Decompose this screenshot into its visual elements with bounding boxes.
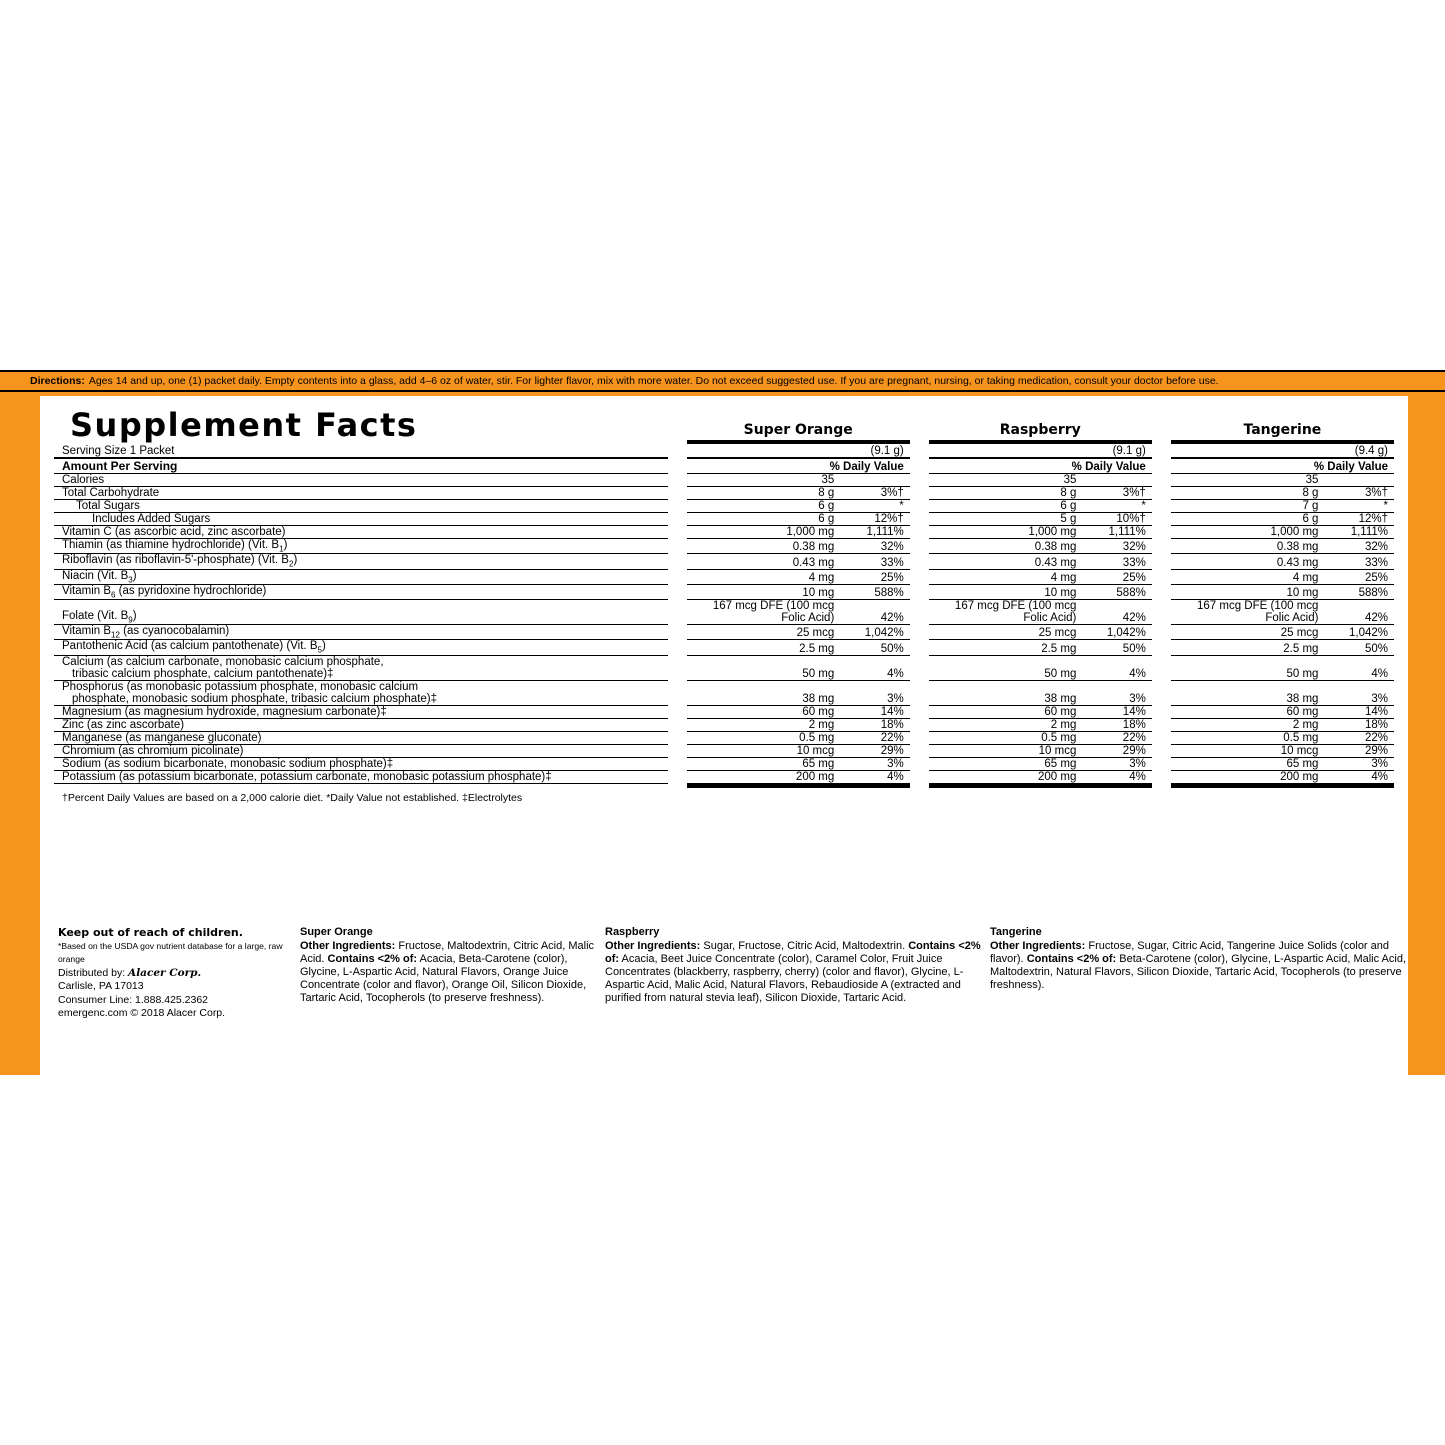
contains-label: Contains <2% of: — [605, 940, 981, 965]
flavor-header-tangerine: Tangerine — [1243, 422, 1322, 438]
nutrient-label: Potassium (as potassium bicarbonate, potassium carbonate, monobasic potassium phosphate)‡ — [54, 770, 668, 783]
nutrient-amount: 4 mg — [687, 569, 841, 584]
serving-weight-raspberry: (9.1 g) — [1112, 445, 1146, 457]
nutrient-amount: 25 mcg — [1171, 625, 1325, 640]
nutrient-daily-value: 10%† — [1082, 513, 1151, 526]
nutrient-daily-value: 4% — [840, 770, 909, 783]
nutrient-amount: 10 mcg — [687, 744, 841, 757]
ingredients-text — [300, 940, 605, 1005]
nutrient-daily-value: 42% — [1082, 600, 1151, 625]
nutrient-amount: 2.5 mg — [1171, 640, 1325, 655]
ingredients-raspberry — [605, 926, 990, 1021]
nutrient-amount: 8 g — [1171, 487, 1325, 500]
nutrient-daily-value: 29% — [840, 744, 909, 757]
ingredients-text — [605, 940, 990, 1005]
header-row-flavors — [54, 406, 1394, 440]
nutrient-daily-value: 42% — [840, 600, 909, 625]
nutrient-daily-value: 50% — [840, 640, 909, 655]
nutrient-daily-value: 3% — [1082, 757, 1151, 770]
nutrient-row — [54, 554, 1394, 569]
nutrient-daily-value: 3% — [1082, 680, 1151, 705]
nutrient-row — [54, 680, 1394, 705]
nutrient-amount: 10 mg — [1171, 584, 1325, 599]
other-ingredients-label: Other Ingredients: — [605, 940, 701, 952]
nutrient-amount: 35 — [929, 474, 1083, 487]
nutrient-daily-value: 3% — [840, 757, 909, 770]
nutrient-amount: 4 mg — [1171, 569, 1325, 584]
other-ingredients-text: Fructose, Maltodextrin, Citric Acid, Malic Acid. — [300, 940, 595, 965]
nutrient-daily-value: 22% — [840, 731, 909, 744]
nutrient-amount: 65 mg — [1171, 757, 1325, 770]
nutrient-daily-value: 1,111% — [1082, 526, 1151, 539]
nutrient-amount: 6 g — [687, 500, 841, 513]
nutrient-amount: 0.38 mg — [687, 539, 841, 554]
nutrient-amount: 0.43 mg — [1171, 554, 1325, 569]
nutrient-amount: 10 mcg — [929, 744, 1083, 757]
nutrient-amount: 2 mg — [929, 718, 1083, 731]
nutrient-label: Pantothenic Acid (as calcium pantothenate) (Vit. $B_5$) — [54, 640, 668, 655]
nutrient-daily-value: 32% — [1324, 539, 1394, 554]
nutrient-daily-value: 4% — [1082, 770, 1151, 783]
nutrient-daily-value: 29% — [1324, 744, 1394, 757]
nutrient-daily-value: 32% — [1082, 539, 1151, 554]
nutrient-label: Magnesium (as magnesium hydroxide, magnesium carbonate)‡ — [54, 705, 668, 718]
ingredients-flavor-title: Super Orange — [300, 926, 373, 938]
nutrient-daily-value: 33% — [1082, 554, 1151, 569]
nutrient-amount: 50 mg — [929, 655, 1083, 680]
nutrient-amount: 7 g — [1171, 500, 1325, 513]
nutrient-amount: 10 mg — [687, 584, 841, 599]
nutrient-daily-value: 3%† — [1324, 487, 1394, 500]
nutrient-label: Phosphorus (as monobasic potassium phosphate, monobasic calcium phosphate, monobasic sodium phosphate, tribasic calcium phosphate)‡ — [54, 680, 668, 705]
nutrient-amount: 167 mcg DFE (100 mcg Folic Acid) — [687, 600, 841, 625]
nutrient-daily-value: 33% — [840, 554, 909, 569]
nutrient-row — [54, 757, 1394, 770]
nutrient-amount: 2 mg — [1171, 718, 1325, 731]
nutrient-amount: 0.5 mg — [687, 731, 841, 744]
nutrient-label: Folate (Vit. $B_9$) — [54, 600, 668, 625]
nutrient-daily-value: 3%† — [840, 487, 909, 500]
orange-panel — [0, 370, 1445, 1075]
other-ingredients-text: Sugar, Fructose, Citric Acid, Maltodextrin. — [700, 940, 909, 952]
nutrient-daily-value: 22% — [1324, 731, 1394, 744]
nutrient-daily-value: 14% — [1324, 705, 1394, 718]
nutrient-daily-value: 18% — [840, 718, 909, 731]
website-copyright: emergenc.com © 2018 Alacer Corp. — [58, 1007, 226, 1019]
nutrient-daily-value: 588% — [840, 584, 909, 599]
nutrient-row — [54, 770, 1394, 783]
dv-header-tangerine: % Daily Value — [1313, 461, 1388, 473]
nutrient-amount: 8 g — [929, 487, 1083, 500]
nutrient-amount: 38 mg — [687, 680, 841, 705]
nutrient-amount: 6 g — [687, 513, 841, 526]
nutrient-label: Chromium (as chromium picolinate) — [54, 744, 668, 757]
nutrient-amount: 6 g — [929, 500, 1083, 513]
nutrient-daily-value: 1,042% — [840, 625, 909, 640]
nutrient-amount: 0.43 mg — [687, 554, 841, 569]
nutrient-daily-value — [1324, 474, 1394, 487]
other-ingredients-label: Other Ingredients: — [990, 940, 1086, 952]
nutrient-label: Niacin (Vit. $B_3$) — [54, 569, 668, 584]
nutrient-row — [54, 474, 1394, 487]
nutrient-daily-value: 22% — [1082, 731, 1151, 744]
nutrient-label: Manganese (as manganese gluconate) — [54, 731, 668, 744]
nutrient-amount: 6 g — [1171, 513, 1325, 526]
serving-size-row — [54, 442, 1394, 457]
nutrient-label: Vitamin $B_{12}$ (as cyanocobalamin) — [54, 625, 668, 640]
nutrient-amount: 200 mg — [1171, 770, 1325, 783]
nutrient-amount: 10 mcg — [1171, 744, 1325, 757]
nutrient-daily-value: 25% — [840, 569, 909, 584]
nutrient-amount: 0.5 mg — [1171, 731, 1325, 744]
nutrient-amount: 1,000 mg — [1171, 526, 1325, 539]
nutrient-daily-value — [840, 474, 909, 487]
nutrient-daily-value: 4% — [1082, 655, 1151, 680]
nutrient-daily-value: * — [1082, 500, 1151, 513]
directions-label: Directions: — [30, 375, 85, 387]
nutrient-amount: 38 mg — [929, 680, 1083, 705]
nutrient-amount: 10 mg — [929, 584, 1083, 599]
contains-text: Acacia, Beet Juice Concentrate (color), Caramel Color, Fruit Juice Concentrates (blackberry, raspberry, cherry) (color and flavor), Glycine, L-Aspartic Acid, Malic Acid, Natural Flavors, Rebaudioside A (extracted and purified from natural stevia leaf), Silicon Dioxide, Tartaric Acid. — [605, 953, 964, 1004]
supplement-facts-card — [40, 396, 1408, 1286]
facts-rows — [54, 474, 1394, 786]
nutrient-amount: 8 g — [687, 487, 841, 500]
nutrient-row — [54, 600, 1394, 625]
nutrient-row — [54, 655, 1394, 680]
nutrient-amount: 1,000 mg — [687, 526, 841, 539]
contains-text: Beta-Carotene (color), Glycine, L-Aspartic Acid, Malic Acid, Maltodextrin, Natural Flavors, Silicon Dioxide, Tartaric Acid, Tocopherols (to preserve freshness). — [990, 953, 1407, 991]
contains-label: Contains <2% of: — [327, 953, 418, 965]
flavor-header-raspberry: Raspberry — [999, 422, 1081, 438]
nutrient-row — [54, 744, 1394, 757]
nutrient-daily-value: 1,042% — [1324, 625, 1394, 640]
ingredients-text — [990, 940, 1410, 992]
nutrient-amount: 200 mg — [929, 770, 1083, 783]
usda-note: *Based on the USDA gov nutrient database for a large, raw orange — [58, 940, 283, 964]
dv-header-raspberry: % Daily Value — [1071, 461, 1146, 473]
nutrient-daily-value: 4% — [840, 655, 909, 680]
nutrient-daily-value: 18% — [1082, 718, 1151, 731]
nutrient-label: Calcium (as calcium carbonate, monobasic calcium phosphate, tribasic calcium phosphate, calcium pantothenate)‡ — [54, 655, 668, 680]
serving-weight-tangerine: (9.4 g) — [1354, 445, 1388, 457]
nutrient-amount: 167 mcg DFE (100 mcg Folic Acid) — [929, 600, 1083, 625]
supplement-facts-table — [54, 406, 1394, 788]
nutrient-amount: 0.38 mg — [1171, 539, 1325, 554]
nutrient-label: Riboflavin (as riboflavin-5'-phosphate) (Vit. $B_2$) — [54, 554, 668, 569]
nutrient-amount: 65 mg — [929, 757, 1083, 770]
nutrient-daily-value: 14% — [1082, 705, 1151, 718]
nutrient-amount: 1,000 mg — [929, 526, 1083, 539]
nutrient-daily-value: 3% — [1324, 680, 1394, 705]
consumer-line: Consumer Line: 1.888.425.2362 — [58, 993, 209, 1006]
ingredients-tangerine — [990, 926, 1410, 1021]
nutrient-amount: 50 mg — [687, 655, 841, 680]
nutrient-daily-value: * — [1324, 500, 1394, 513]
nutrient-label: Calories — [54, 474, 668, 487]
nutrient-row — [54, 731, 1394, 744]
nutrient-amount: 0.43 mg — [929, 554, 1083, 569]
nutrient-row — [54, 539, 1394, 554]
nutrient-daily-value: 25% — [1082, 569, 1151, 584]
serving-size-label: Serving Size 1 Packet — [62, 445, 175, 457]
nutrient-row — [54, 718, 1394, 731]
ingredients-flavor-title: Tangerine — [990, 926, 1042, 938]
nutrient-daily-value: 3% — [1324, 757, 1394, 770]
amount-per-serving-label: Amount Per Serving — [62, 459, 178, 473]
nutrient-row — [54, 705, 1394, 718]
ingredients-flavor-title: Raspberry — [605, 926, 660, 938]
nutrient-amount: 65 mg — [687, 757, 841, 770]
dv-header-super-orange: % Daily Value — [829, 461, 904, 473]
nutrient-row — [54, 584, 1394, 599]
nutrient-amount: 4 mg — [929, 569, 1083, 584]
nutrient-daily-value: 42% — [1324, 600, 1394, 625]
nutrient-daily-value: 4% — [1324, 770, 1394, 783]
nutrient-daily-value: 1,111% — [840, 526, 909, 539]
nutrient-label: Total Sugars — [54, 500, 668, 513]
nutrient-daily-value: 50% — [1324, 640, 1394, 655]
nutrient-label: Zinc (as zinc ascorbate) — [54, 718, 668, 731]
nutrient-daily-value: 50% — [1082, 640, 1151, 655]
nutrient-label: Sodium (as sodium bicarbonate, monobasic sodium phosphate)‡ — [54, 757, 668, 770]
amount-per-serving-row — [54, 458, 1394, 473]
bottom-info — [0, 926, 1445, 1021]
nutrient-daily-value: 12%† — [1324, 513, 1394, 526]
facts-footnote: †Percent Daily Values are based on a 2,000 calorie diet. *Daily Value not established. ‡Electrolytes — [62, 791, 523, 804]
nutrient-row — [54, 569, 1394, 584]
nutrient-amount: 38 mg — [1171, 680, 1325, 705]
other-ingredients-text: Fructose, Sugar, Citric Acid, Tangerine Juice Solids (color and flavor). — [990, 940, 1390, 965]
contains-label: Contains <2% of: — [1026, 953, 1117, 965]
nutrient-amount: 0.5 mg — [929, 731, 1083, 744]
serving-weight-super-orange: (9.1 g) — [870, 445, 904, 457]
nutrient-daily-value: 29% — [1082, 744, 1151, 757]
nutrient-label: Total Carbohydrate — [54, 487, 668, 500]
nutrient-daily-value: 33% — [1324, 554, 1394, 569]
nutrient-daily-value — [1082, 474, 1151, 487]
nutrient-daily-value: 4% — [1324, 655, 1394, 680]
ingredients-super-orange — [300, 926, 605, 1021]
nutrient-amount: 60 mg — [1171, 705, 1325, 718]
nutrient-amount: 2.5 mg — [687, 640, 841, 655]
nutrient-label: Includes Added Sugars — [54, 513, 668, 526]
nutrient-label: Vitamin $B_6$ (as pyridoxine hydrochloride) — [54, 584, 668, 599]
company-block — [0, 926, 300, 1021]
nutrient-daily-value: 3%† — [1082, 487, 1151, 500]
nutrient-daily-value: 588% — [1082, 584, 1151, 599]
nutrient-amount: 25 mcg — [687, 625, 841, 640]
other-ingredients-label: Other Ingredients: — [300, 940, 396, 952]
nutrient-row — [54, 526, 1394, 539]
nutrient-amount: 50 mg — [1171, 655, 1325, 680]
nutrient-amount: 60 mg — [687, 705, 841, 718]
nutrient-amount: 200 mg — [687, 770, 841, 783]
nutrient-label: Thiamin (as thiamine hydrochloride) (Vit. $B_1$) — [54, 539, 668, 554]
keep-out-of-reach-text: Keep out of reach of children. — [58, 926, 243, 939]
nutrient-daily-value: 25% — [1324, 569, 1394, 584]
nutrient-amount: 35 — [687, 474, 841, 487]
nutrient-row — [54, 640, 1394, 655]
directions-bar — [0, 370, 1445, 392]
nutrient-daily-value: 14% — [840, 705, 909, 718]
nutrient-amount: 5 g — [929, 513, 1083, 526]
nutrient-daily-value: 3% — [840, 680, 909, 705]
nutrient-daily-value: * — [840, 500, 909, 513]
nutrient-daily-value: 588% — [1324, 584, 1394, 599]
nutrient-amount: 2.5 mg — [929, 640, 1083, 655]
nutrient-label: Vitamin C (as ascorbic acid, zinc ascorbate) — [54, 526, 668, 539]
contains-text: Acacia, Beta-Carotene (color), Glycine, L-Aspartic Acid, Natural Flavors, Orange Juice Concentrate (color and flavor), Orange Oil, Silicon Dioxide, Tartaric Acid, Tocopherols (to preserve freshness). — [300, 953, 587, 1004]
nutrient-daily-value: 12%† — [840, 513, 909, 526]
nutrient-row — [54, 500, 1394, 513]
nutrient-amount: 167 mcg DFE (100 mcg Folic Acid) — [1171, 600, 1325, 625]
flavor-header-super-orange: Super Orange — [743, 422, 853, 438]
nutrient-amount: 35 — [1171, 474, 1325, 487]
nutrient-daily-value: 1,111% — [1324, 526, 1394, 539]
distributor-name: Alacer Corp. — [128, 966, 202, 979]
nutrient-amount: 25 mcg — [929, 625, 1083, 640]
nutrient-row — [54, 513, 1394, 526]
directions-text: Ages 14 and up, one (1) packet daily. Empty contents into a glass, add 4–6 oz of water, stir. For lighter flavor, mix with more water. Do not exceed suggested use. If you are pregnant, nursing, or taking medication, consult your doctor before use. — [88, 375, 1219, 387]
nutrient-amount: 2 mg — [687, 718, 841, 731]
nutrient-amount: 0.38 mg — [929, 539, 1083, 554]
nutrient-daily-value: 18% — [1324, 718, 1394, 731]
nutrient-row — [54, 625, 1394, 640]
nutrient-daily-value: 1,042% — [1082, 625, 1151, 640]
nutrient-daily-value: 32% — [840, 539, 909, 554]
company-address: Carlisle, PA 17013 — [58, 980, 144, 992]
rule-table-bottom — [54, 783, 1394, 786]
nutrient-amount: 60 mg — [929, 705, 1083, 718]
distributed-by-label: Distributed by: — [58, 966, 126, 979]
nutrient-row — [54, 487, 1394, 500]
page-title: Supplement Facts — [70, 406, 418, 444]
